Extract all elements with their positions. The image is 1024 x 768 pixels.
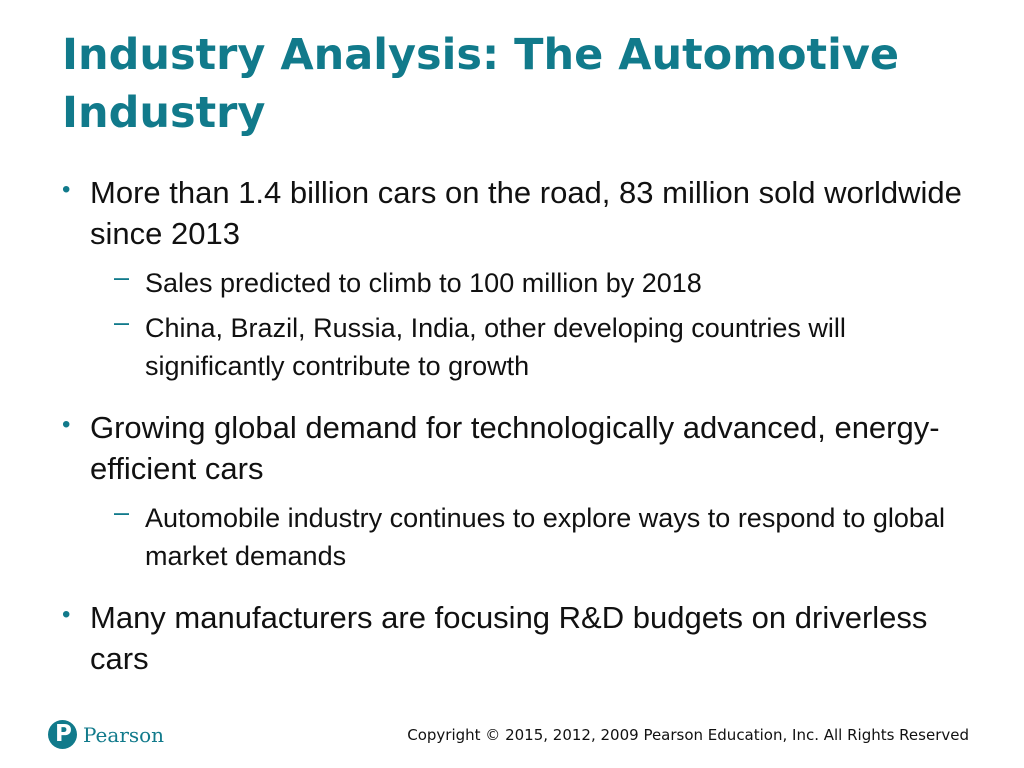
- logo-text: Pearson: [83, 722, 165, 747]
- slide-content: [60, 172, 980, 685]
- sub-bullet-item: [60, 309, 980, 385]
- sub-bullet-list: [60, 499, 980, 575]
- sub-bullet-text: China, Brazil, Russia, India, other developing countries will significantly contribute to growth: [145, 313, 846, 381]
- pearson-logo-icon: [48, 720, 77, 749]
- copyright-notice: Copyright © 2015, 2012, 2009 Pearson Education, Inc. All Rights Reserved: [407, 726, 969, 744]
- sub-bullet-text: Sales predicted to climb to 100 million by 2018: [145, 268, 702, 298]
- sub-bullet-item: [60, 499, 980, 575]
- bullet-text: Growing global demand for technologically advanced, energy-efficient cars: [90, 410, 940, 486]
- bullet-item: [60, 172, 980, 254]
- sub-bullet-item: [60, 264, 980, 302]
- sub-bullet-text: Automobile industry continues to explore ways to respond to global market demands: [145, 503, 945, 571]
- bullet-text: Many manufacturers are focusing R&D budgets on driverless cars: [90, 600, 928, 676]
- sub-bullet-list: [60, 264, 980, 385]
- bullet-marker: •: [62, 601, 71, 628]
- bullet-item: [60, 407, 980, 489]
- pearson-logo: [48, 720, 164, 749]
- bullet-text: More than 1.4 billion cars on the road, 83 million sold worldwide since 2013: [90, 175, 962, 251]
- slide-title: Industry Analysis: The Automotive Industry: [62, 30, 900, 138]
- logo-letter: P: [55, 721, 72, 747]
- bullet-marker: •: [62, 411, 71, 438]
- sub-bullet-marker: –: [114, 262, 130, 292]
- bullet-marker: •: [62, 176, 71, 203]
- bullet-item: [60, 597, 980, 679]
- sub-bullet-marker: –: [114, 497, 130, 527]
- sub-bullet-marker: –: [114, 307, 130, 337]
